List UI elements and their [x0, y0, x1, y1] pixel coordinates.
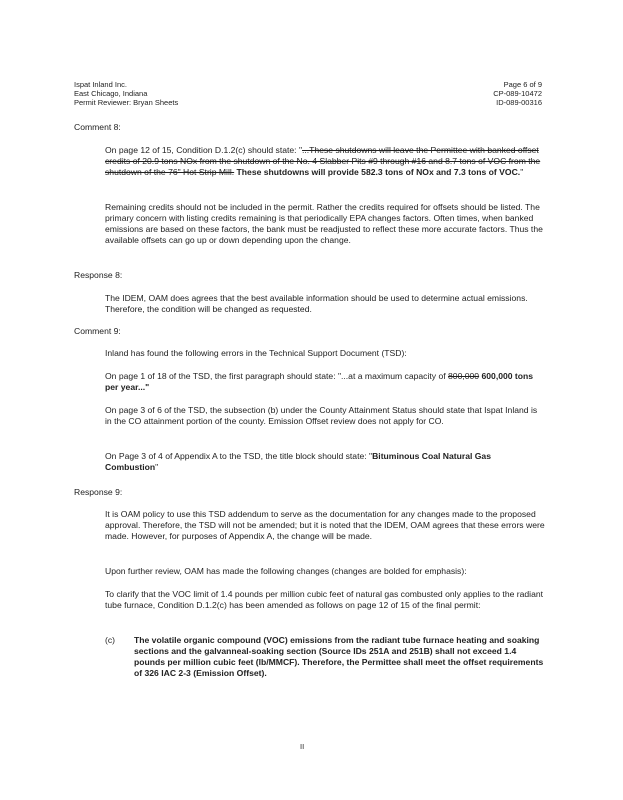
response-8-paragraph-1: The IDEM, OAM does agrees that the best available information should be used to determine actual emissions. Therefore, the condition will be changed as requested. [105, 293, 528, 314]
comment-8-p1-end: " [520, 167, 524, 177]
comment-8-paragraph-1 [105, 145, 545, 178]
header-left [74, 80, 178, 107]
cp-number: CP-089-10472 [493, 89, 542, 98]
comment-9-p4-lead: On Page 3 of 4 of Appendix A to the TSD, the title block should state: " [105, 451, 373, 461]
response-9-paragraph-3: To clarify that the VOC limit of 1.4 pounds per million cubic feet of natural gas combusted only applies to the radiant tube furnace, Condition D.1.2(c) has been amended as follows on page 12 of 15 of the final permit: [105, 589, 544, 610]
response-9-item-tag: (c) [105, 635, 116, 645]
response-9-item-text: The volatile organic compound (VOC) emissions from the radiant tube furnace heating and soaking sections and the galvanneal-soaking section (Source IDs 251A and 251B) shall not exceed 1.4 pounds per million cubic feet (lb/MMCF). Therefore, the Permittee shall meet the offset requirements of 326 IAC 2-3 (Emission Offset). [134, 635, 544, 678]
comment-9-label: Comment 9: [74, 326, 121, 336]
comment-9-paragraph-2 [105, 371, 545, 393]
response-9-paragraph-1: It is OAM policy to use this TSD addendum to serve as the documentation for any changes made to the proposed approval. Therefore, the TSD will not be amended; but it is noted that the IDEM, OAM agrees that these errors were made. However, for purposes of Appendix A, the change will be made. [105, 509, 545, 541]
comment-9-paragraph-4 [105, 451, 545, 473]
comment-8-paragraph-2: Remaining credits should not be included in the permit. Rather the credits required for offsets should be listed. The primary concern with listing credits remaining is that periodically EPA changes factors. Often times, when banked emissions are based on these factors, the bank must be readjusted to reflect these more accurate factors. Thus the available offsets can go up or down depending upon the change. [105, 202, 543, 245]
id-number: ID-089-00316 [496, 98, 542, 107]
comment-9-p4-end: " [155, 462, 159, 472]
page-number: Page 6 of 9 [503, 80, 542, 89]
comment-9-p4-bold: Bituminous Coal Natural Gas Combustion [105, 451, 491, 472]
company-location: East Chicago, Indiana [74, 89, 148, 98]
comment-9-p2-lead: On page 1 of 18 of the TSD, the first paragraph should state: "...at a maximum capacity of [105, 371, 449, 381]
comment-9-paragraph-3: On page 3 of 6 of the TSD, the subsection (b) under the County Attainment Status should state that Ispat Inland is in the CO attainment portion of the county. Emission Offset review does not apply for CO. [105, 405, 538, 426]
comment-8-p1-bold: These shutdowns will provide 582.3 tons of NOx and 7.3 tons of VOC. [236, 167, 521, 177]
comment-9-p2-bold: 600,000 tons per year..." [105, 371, 534, 392]
response-8-label: Response 8: [74, 270, 123, 280]
comment-9-p2-strikethrough: 800,000 [448, 371, 480, 381]
footer-mark: II [300, 742, 305, 751]
comment-8-p1-strikethrough: ...These shutdowns will leave the Permittee with banked offset credits of 20.9 tons NOx from the shutdown of the No. 4 Slabber Pits #9 through #16 and 8.7 tons of VOC from the shutdown of the 76" Hot Strip Mill. [105, 145, 541, 177]
permit-reviewer: Permit Reviewer: Bryan Sheets [74, 98, 179, 107]
comment-8-p1-lead: On page 12 of 15, Condition D.1.2(c) should state: " [105, 145, 303, 155]
company-name: Ispat Inland Inc. [74, 80, 127, 89]
response-9-label: Response 9: [74, 487, 123, 497]
header-right [493, 80, 542, 107]
response-9-paragraph-2: Upon further review, OAM has made the following changes (changes are bolded for emphasis): [105, 566, 467, 576]
comment-9-paragraph-1: Inland has found the following errors in the Technical Support Document (TSD): [105, 348, 407, 358]
comment-8-label: Comment 8: [74, 122, 121, 132]
